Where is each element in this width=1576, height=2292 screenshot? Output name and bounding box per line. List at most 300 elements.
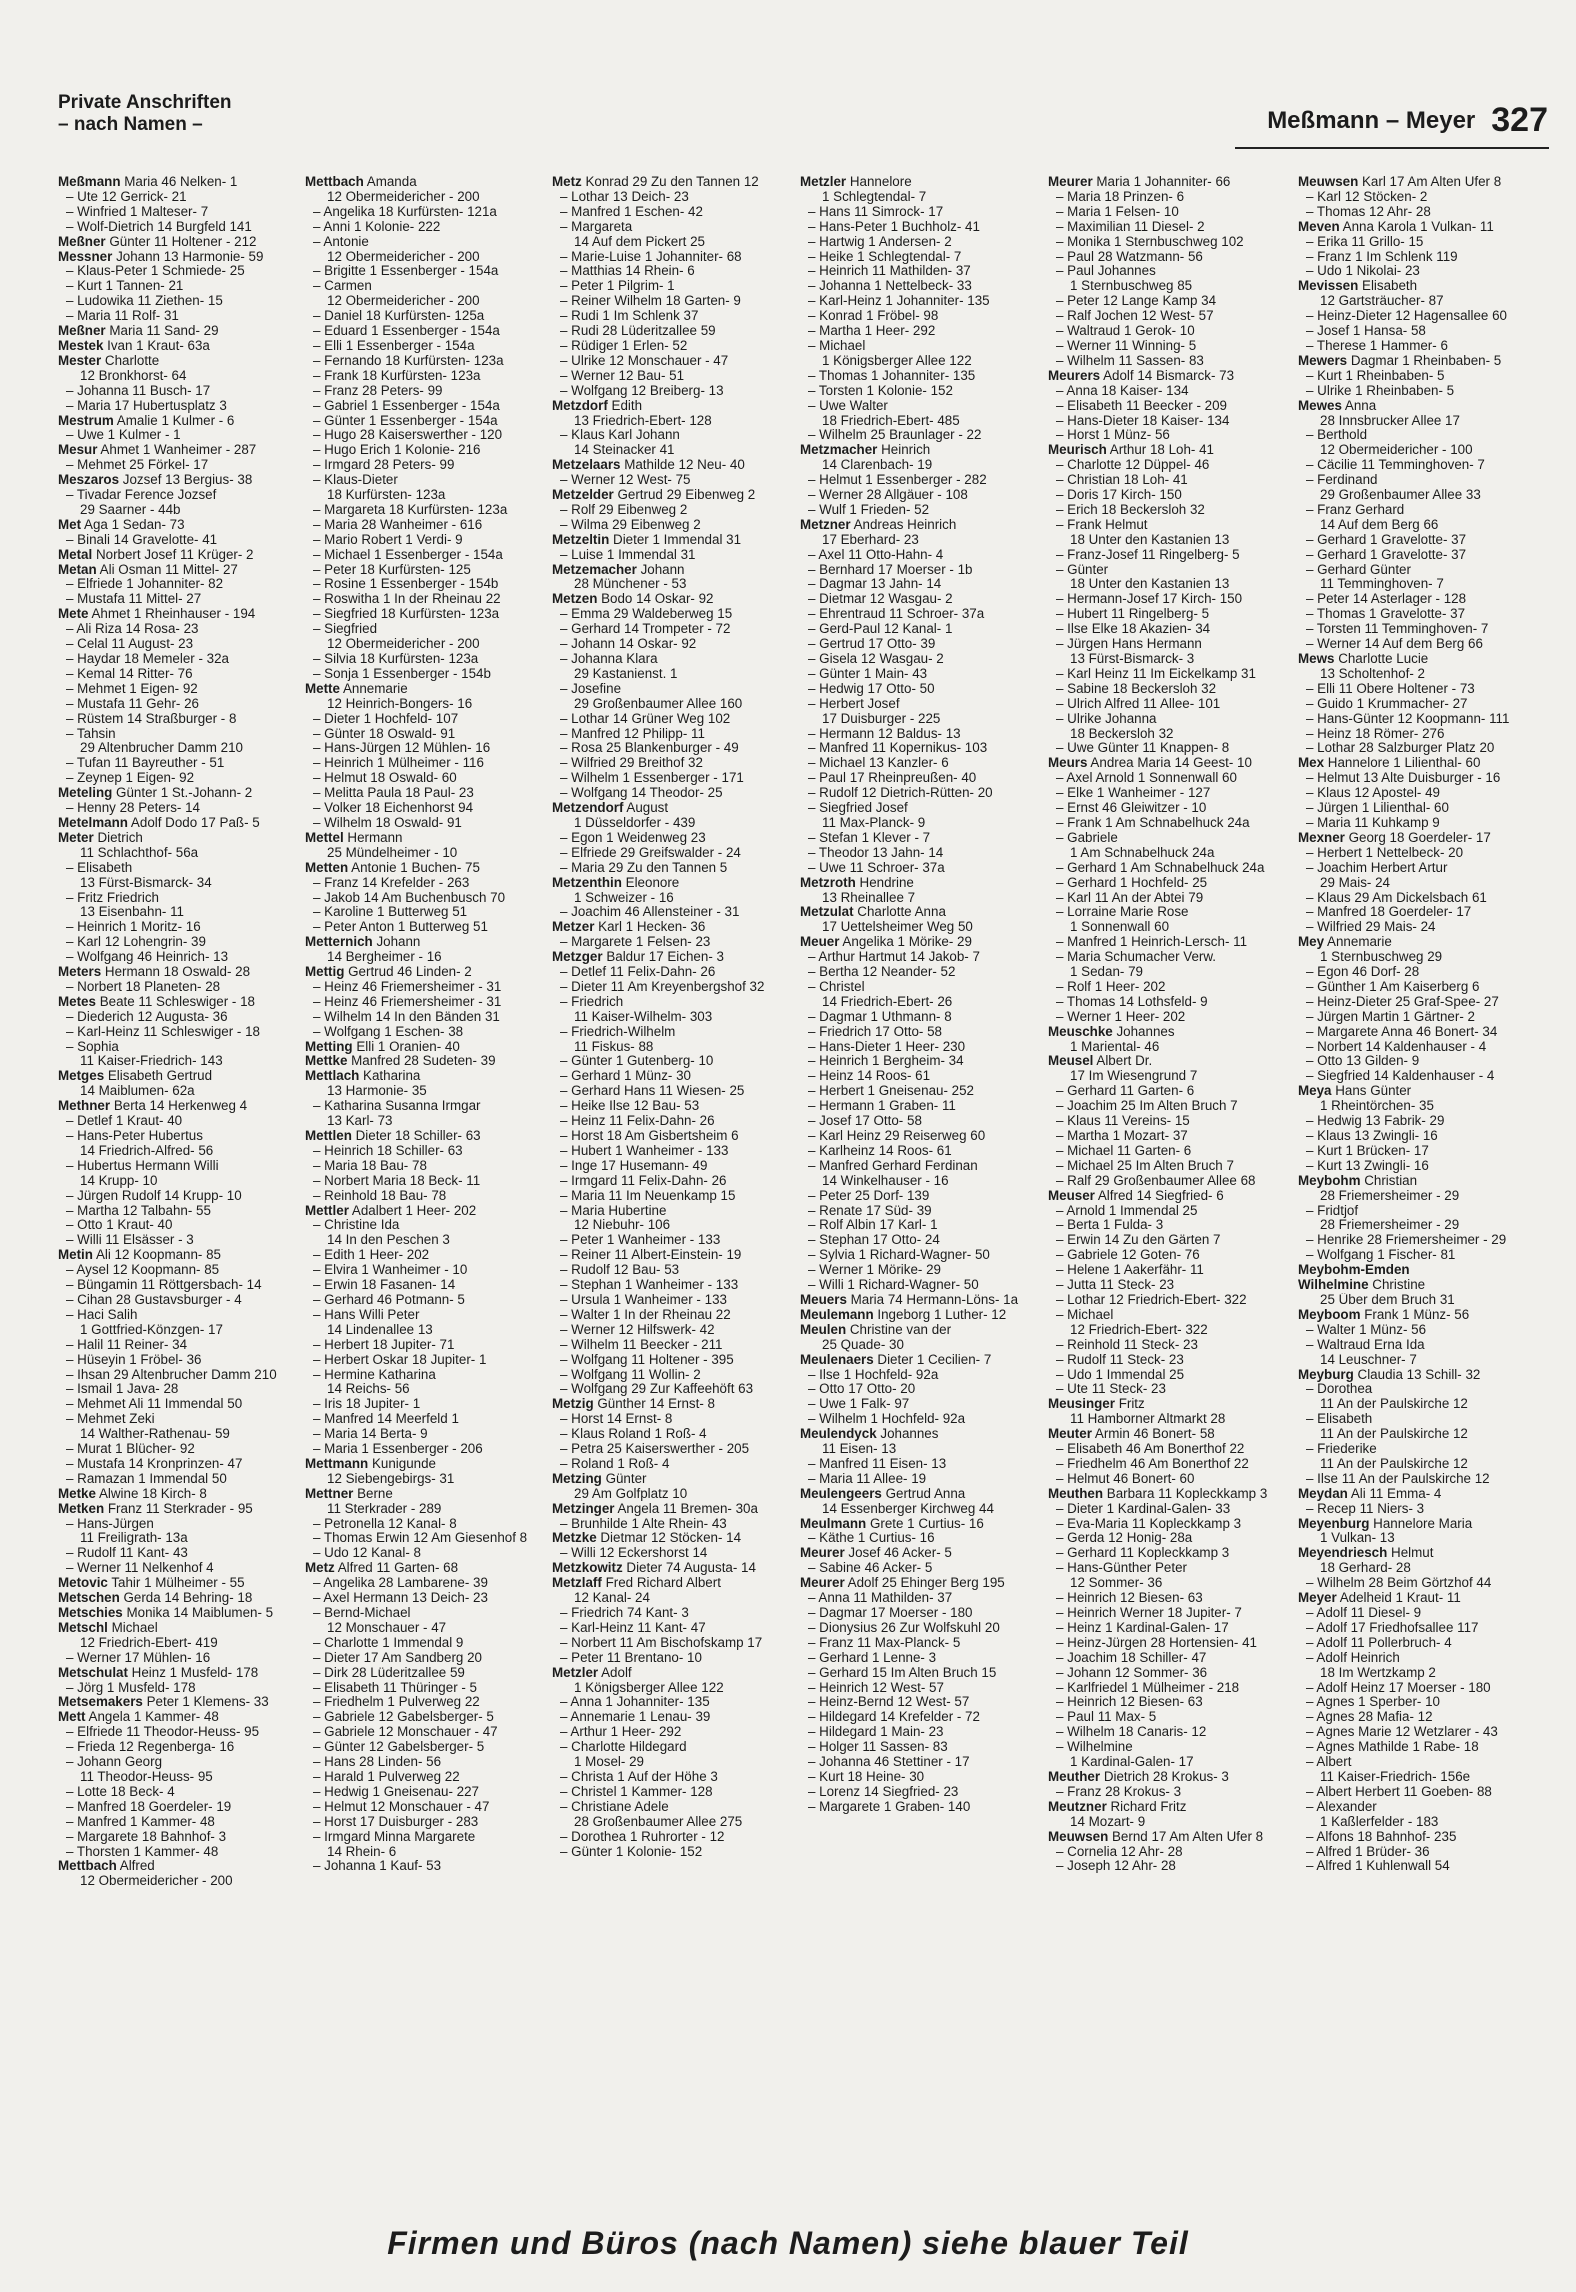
directory-entry-line: – Hubert 1 Wanheimer - 133 <box>560 1143 729 1158</box>
directory-entry-line: Meuwsen Karl 17 Am Alten Ufer 8 <box>1298 175 1502 189</box>
directory-entry-line: – Hildegard 1 Main- 23 <box>808 1725 944 1740</box>
directory-entry-line: – Rudolf 11 Kant- 43 <box>66 1546 188 1561</box>
directory-entry-line: – Cäcilie 11 Temminghoven- 7 <box>1306 458 1485 473</box>
directory-column-5 <box>1048 175 1293 1874</box>
directory-entry-line: – Heinrich 12 West- 57 <box>808 1680 944 1695</box>
directory-entry-line: – Erwin 14 Zu den Gärten 7 <box>1056 1233 1221 1248</box>
directory-entry-line: Meuschke Johannes <box>1048 1024 1175 1039</box>
directory-entry-line: – Günter 12 Gabelsberger- 5 <box>313 1740 485 1755</box>
directory-entry-line: – Melitta Paula 18 Paul- 23 <box>313 786 474 801</box>
directory-entry-line: 13 Scholtenhof- 2 <box>1320 666 1425 681</box>
directory-entry-line: – Petronella 12 Kanal- 8 <box>313 1516 457 1531</box>
directory-entry-line: 11 Fiskus- 88 <box>574 1039 654 1054</box>
directory-entry-line: – Tufan 11 Bayreuther - 51 <box>66 756 225 771</box>
directory-entry-line: – Heinz 46 Friemersheimer - 31 <box>313 994 502 1009</box>
directory-entry-line: – Haci Salih <box>66 1307 138 1322</box>
directory-entry-line: – Ulrich Alfred 11 Allee- 101 <box>1056 696 1221 711</box>
directory-entry-line: 14 Rhein- 6 <box>327 1844 397 1859</box>
directory-entry-line: Meßner Günter 11 Holtener - 212 <box>58 234 257 249</box>
directory-entry-line: 12 Obermeidericher - 100 <box>1320 443 1473 458</box>
directory-entry-line: – Rüdiger 1 Erlen- 52 <box>560 338 688 353</box>
directory-entry-line: 12 Kanal- 24 <box>574 1591 650 1606</box>
directory-entry-line: – Joseph 12 Ahr- 28 <box>1056 1859 1176 1874</box>
directory-entry-line: – Heinz 1 Kardinal-Galen- 17 <box>1056 1620 1229 1635</box>
directory-entry-line: 1 Kardinal-Galen- 17 <box>1070 1755 1194 1770</box>
directory-entry-line: Metzig Günther 14 Ernst- 8 <box>552 1397 715 1412</box>
directory-entry-line: Mesur Ahmet 1 Wanheimer - 287 <box>58 443 257 458</box>
directory-entry-line: 14 Reichs- 56 <box>327 1382 410 1397</box>
directory-entry-line: – Michael <box>1056 1307 1114 1322</box>
directory-entry-line: – Fridtjof <box>1306 1203 1359 1218</box>
directory-entry-line: – Ernst 46 Gleiwitzer - 10 <box>1056 801 1207 816</box>
directory-entry-line: Meutzner Richard Fritz <box>1048 1799 1187 1814</box>
directory-entry-line: 1 Schweizer - 16 <box>574 890 674 905</box>
directory-entry-line: – Rudi 1 Im Schlenk 37 <box>560 309 699 324</box>
directory-entry-line: – Charlotte Hildegard <box>560 1740 687 1755</box>
directory-entry-line: Metzner Andreas Heinrich <box>800 517 957 532</box>
directory-entry-line: – Karl 12 Stöcken- 2 <box>1306 189 1428 204</box>
directory-entry-line: – Joachim Herbert Artur <box>1306 860 1448 875</box>
directory-entry-line: Metzing Günter <box>552 1471 647 1486</box>
directory-entry-line: – Norbert 14 Kaldenhauser - 4 <box>1306 1039 1487 1054</box>
directory-entry-line: – Hans Willi Peter <box>313 1307 420 1322</box>
directory-entry-line: Meszaros Jozsef 13 Bergius- 38 <box>58 473 253 488</box>
directory-entry-line: 1 Sedan- 79 <box>1070 965 1143 980</box>
directory-entry-line: Mete Ahmet 1 Rheinhauser - 194 <box>58 607 256 622</box>
directory-entry-line: Mettig Gertrud 46 Linden- 2 <box>305 965 472 980</box>
directory-entry-line: – Klaus 12 Apostel- 49 <box>1306 786 1440 801</box>
directory-entry-line: 25 Mündelheimer - 10 <box>327 845 458 860</box>
directory-entry-line: Metschl Michael <box>58 1620 158 1635</box>
directory-entry-line: – Michael 1 Essenberger - 154a <box>313 547 503 562</box>
directory-entry-line: – Karoline 1 Butterweg 51 <box>313 905 468 920</box>
directory-entry-line: Mettke Manfred 28 Sudeten- 39 <box>305 1054 496 1069</box>
directory-entry-line: Mette Annemarie <box>305 681 408 696</box>
directory-entry-line: 14 Leuschner- 7 <box>1320 1352 1417 1367</box>
directory-entry-line: – Friedhelm 46 Am Bonerthof 22 <box>1056 1456 1249 1471</box>
directory-entry-line: – Franz 28 Peters- 99 <box>313 383 443 398</box>
directory-entry-line: – Antonie <box>313 234 369 249</box>
directory-entry-line: 28 Münchener - 53 <box>574 577 687 592</box>
directory-entry-line: – Margarete 1 Felsen- 23 <box>560 935 711 950</box>
directory-entry-line: – Ilse 1 Hochfeld- 92a <box>808 1367 939 1382</box>
directory-entry-line: 11 Temminghoven- 7 <box>1320 577 1444 592</box>
directory-entry-line: – Maria Hubertine <box>560 1203 667 1218</box>
directory-entry-line: – Herbert Oskar 18 Jupiter- 1 <box>313 1352 487 1367</box>
directory-entry-line: – Friedrich 74 Kant- 3 <box>560 1606 689 1620</box>
directory-entry-line: – Reiner 11 Albert-Einstein- 19 <box>560 1248 742 1263</box>
directory-entry-line: – Gabriele <box>1056 830 1118 845</box>
directory-entry-line: – Otto 13 Gilden- 9 <box>1306 1054 1420 1069</box>
directory-entry-line: – Maria 11 Rolf- 31 <box>66 309 179 324</box>
directory-entry-line: 28 Innsbrucker Allee 17 <box>1320 413 1460 428</box>
directory-entry-line: – Lothar 12 Friedrich-Ebert- 322 <box>1056 1292 1247 1307</box>
directory-entry-line: Meyenburg Hannelore Maria <box>1298 1516 1473 1531</box>
directory-entry-line: – Walter 1 In der Rheinau 22 <box>560 1307 731 1322</box>
directory-entry-line: – Anna 18 Kaiser- 134 <box>1056 383 1189 398</box>
directory-entry-line: Meulen Christine van der <box>800 1322 952 1337</box>
directory-entry-line: – Uwe 11 Schroer- 37a <box>808 860 945 875</box>
directory-entry-line: – Egon 46 Dorf- 28 <box>1306 965 1420 980</box>
directory-entry-line: – Klaus 11 Vereins- 15 <box>1056 1114 1190 1129</box>
directory-entry-line: – Karlheinz 14 Roos- 61 <box>808 1143 952 1158</box>
directory-entry-line: – Alfred 1 Kuhlenwall 54 <box>1306 1859 1450 1874</box>
directory-entry-line: Meybohm-Emden <box>1298 1263 1410 1278</box>
directory-entry-line: – Christel 1 Kammer- 128 <box>560 1784 713 1799</box>
directory-entry-line: 13 Friedrich-Ebert- 128 <box>574 413 712 428</box>
directory-entry-line: – Jakob 14 Am Buchenbusch 70 <box>313 890 506 905</box>
directory-entry-line: Mews Charlotte Lucie <box>1298 652 1429 666</box>
directory-entry-line: 12 Obermeidericher - 200 <box>327 189 480 204</box>
directory-entry-line: – Agnes Marie 12 Wetzlarer - 43 <box>1306 1725 1498 1740</box>
directory-entry-line: 12 Obermeidericher - 200 <box>327 294 480 309</box>
directory-entry-line: – Gabriele 12 Gabelsberger- 5 <box>313 1710 494 1725</box>
directory-entry-line: – Ferdinand <box>1306 473 1378 488</box>
directory-entry-line: – Uwe 1 Kulmer - 1 <box>66 428 181 443</box>
directory-entry-line: 12 Monschauer - 47 <box>327 1620 447 1635</box>
directory-entry-line: – Helmut 12 Monschauer - 47 <box>313 1799 490 1814</box>
directory-entry-line: – Margarete Anna 46 Bonert- 34 <box>1306 1024 1498 1039</box>
directory-entry-line: Meulmann Grete 1 Curtius- 16 <box>800 1516 984 1531</box>
directory-entry-line: – Henny 28 Peters- 14 <box>66 801 200 816</box>
directory-entry-line: – Joachim 18 Schiller- 47 <box>1056 1650 1207 1665</box>
directory-entry-line: – Diederich 12 Augusta- 36 <box>66 1009 228 1024</box>
directory-entry-line: – Paul 17 Rheinpreußen- 40 <box>808 771 977 786</box>
directory-entry-line: – Wilhelm 1 Hochfeld- 92a <box>808 1412 966 1427</box>
directory-entry-line: – Werner 12 West- 75 <box>560 473 691 488</box>
directory-entry-line: – Maria 1 Essenberger - 206 <box>313 1442 483 1457</box>
directory-entry-line: – Johanna 1 Nettelbeck- 33 <box>808 279 972 294</box>
directory-entry-line: – Helmut 46 Bonert- 60 <box>1056 1471 1195 1486</box>
directory-entry-line: – Klaus 13 Zwingli- 16 <box>1306 1129 1438 1143</box>
directory-entry-line: – Hans-Jürgen 12 Mühlen- 16 <box>313 741 491 756</box>
directory-entry-line: Meßner Maria 11 Sand- 29 <box>58 324 219 339</box>
directory-entry-line: – Gerhard 1 Hochfeld- 25 <box>1056 875 1208 890</box>
directory-entry-line: Methner Berta 14 Herkenweg 4 <box>58 1099 248 1114</box>
directory-entry-line: 1 Sternbuschweg 85 <box>1070 279 1193 294</box>
directory-entry-line: 14 Essenberger Kirchweg 44 <box>822 1501 994 1516</box>
directory-entry-line: – Heinz-Bernd 12 West- 57 <box>808 1695 970 1710</box>
directory-entry-line: 11 Hamborner Altmarkt 28 <box>1070 1412 1226 1427</box>
directory-entry-line: – Jürgen Rudolf 14 Krupp- 10 <box>66 1188 242 1203</box>
directory-entry-line: – Werner 12 Hilfswerk- 42 <box>560 1322 715 1337</box>
directory-entry-line: – Irmgard Minna Margarete <box>313 1829 476 1844</box>
directory-entry-line: – Ludowika 11 Ziethen- 15 <box>66 294 223 309</box>
directory-entry-line: – Wilhelm 25 Braunlager - 22 <box>808 428 982 443</box>
directory-entry-line: – Wolfgang 1 Fischer- 81 <box>1306 1248 1456 1263</box>
directory-entry-line: Metal Norbert Josef 11 Krüger- 2 <box>58 547 254 562</box>
directory-entry-line: – Margarete 1 Graben- 140 <box>808 1799 971 1814</box>
directory-entry-line: – Heinrich 1 Bergheim- 34 <box>808 1054 964 1069</box>
directory-entry-line: Metzelaars Mathilde 12 Neu- 40 <box>552 458 745 473</box>
directory-entry-line: – Helene 1 Aakerfähr- 11 <box>1056 1263 1204 1278</box>
directory-entry-line: – Holger 11 Sassen- 83 <box>808 1740 948 1755</box>
directory-entry-line: – Klaus Roland 1 Roß- 4 <box>560 1427 707 1442</box>
directory-entry-line: – Heinrich 18 Schiller- 63 <box>313 1143 463 1158</box>
directory-entry-line: – Adolf 17 Friedhofsallee 117 <box>1306 1620 1479 1635</box>
directory-entry-line: – Siegfried 14 Kaldenhauser - 4 <box>1306 1069 1495 1084</box>
directory-entry-line: – Hans-Günther Peter <box>1056 1561 1187 1576</box>
directory-entry-line: – Norbert Maria 18 Beck- 11 <box>313 1173 481 1188</box>
directory-entry-line: – Celal 11 August- 23 <box>66 637 194 652</box>
directory-entry-line: – Torsten 1 Kolonie- 152 <box>808 383 953 398</box>
directory-entry-line: – Gerhard 11 Garten- 6 <box>1056 1084 1195 1099</box>
directory-entry-line: – Karl Heinz 11 Im Eickelkamp 31 <box>1056 666 1256 681</box>
directory-entry-line: – Mario Robert 1 Verdi- 9 <box>313 532 463 547</box>
directory-entry-line: – Elisabeth <box>66 860 133 875</box>
directory-entry-line: 11 Freiligrath- 13a <box>80 1531 188 1546</box>
directory-entry-line: – Martha 12 Talbahn- 55 <box>66 1203 211 1218</box>
directory-entry-line: – Mehmet 25 Förkel- 17 <box>66 458 209 473</box>
directory-entry-line: – Manfred 14 Meerfeld 1 <box>313 1412 459 1427</box>
directory-entry-line: – Elfriede 29 Greifswalder - 24 <box>560 845 741 860</box>
directory-entry-line: Meusinger Fritz <box>1048 1397 1145 1412</box>
directory-entry-line: – Irmgard 28 Peters- 99 <box>313 458 455 473</box>
directory-entry-line: 1 Vulkan- 13 <box>1320 1531 1395 1546</box>
directory-entry-line: – Ursula 1 Wanheimer - 133 <box>560 1292 727 1307</box>
directory-entry-line: – Horst 1 Münz- 56 <box>1056 428 1170 443</box>
directory-entry-line: 17 Duisburger - 225 <box>822 711 941 726</box>
directory-entry-line: Metschulat Heinz 1 Musfeld- 178 <box>58 1665 259 1680</box>
section-title-line1: Private Anschriften <box>58 92 232 113</box>
directory-entry-line: Metzmacher Heinrich <box>800 443 931 458</box>
directory-column-2 <box>305 175 550 1874</box>
directory-entry-line: Meurers Adolf 14 Bismarck- 73 <box>1048 368 1235 383</box>
directory-entry-line: Meulemann Ingeborg 1 Luther- 12 <box>800 1307 1007 1322</box>
directory-entry-line: – Rolf 1 Heer- 202 <box>1056 979 1166 994</box>
directory-entry-line: Mexner Georg 18 Goerdeler- 17 <box>1298 830 1491 845</box>
directory-entry-line: – Elisabeth 11 Thüringer - 5 <box>313 1680 478 1695</box>
directory-entry-line: Meven Anna Karola 1 Vulkan- 11 <box>1298 219 1494 234</box>
directory-entry-line: – Friedhelm 1 Pulverweg 22 <box>313 1695 480 1710</box>
directory-entry-line: 17 Uettelsheimer Weg 50 <box>822 920 973 935</box>
directory-entry-line: – Kurt 1 Brücken- 17 <box>1306 1143 1429 1158</box>
directory-entry-line: – Jürgen 1 Lilienthal- 60 <box>1306 801 1449 816</box>
directory-entry-line: Metzroth Hendrine <box>800 875 914 890</box>
directory-entry-line: 11 An der Paulskirche 12 <box>1320 1456 1468 1471</box>
directory-entry-line: – Udo 1 Nikolai- 23 <box>1306 264 1420 279</box>
directory-entry-line: – Iris 18 Jupiter- 1 <box>313 1397 421 1412</box>
directory-entry-line: 14 Krupp- 10 <box>80 1173 158 1188</box>
directory-entry-line: – Rosine 1 Essenberger - 154b <box>313 577 499 592</box>
directory-entry-line: – Gerhard 1 Gravelotte- 37 <box>1306 532 1467 547</box>
directory-entry-line: – Heinrich 12 Biesen- 63 <box>1056 1591 1203 1606</box>
directory-entry-line: Metzemacher Johann <box>552 562 685 577</box>
directory-entry-line: – Friedrich-Wilhelm <box>560 1024 676 1039</box>
directory-column-6 <box>1298 175 1543 1874</box>
directory-entry-line: – Hubert 11 Ringelberg- 5 <box>1056 607 1210 622</box>
directory-entry-line: – Wolfgang 14 Theodor- 25 <box>560 786 723 801</box>
directory-entry-line: – Uwe 1 Falk- 97 <box>808 1397 910 1412</box>
directory-entry-line: 25 Über dem Bruch 31 <box>1320 1292 1455 1307</box>
directory-entry-line: – Gerhard 14 Trompeter - 72 <box>560 622 731 637</box>
directory-entry-line: – Heinz-Dieter 12 Hagensallee 60 <box>1306 309 1507 324</box>
directory-entry-line: – Johanna 46 Stettiner - 17 <box>808 1755 970 1770</box>
directory-entry-line: – Werner 12 Bau- 51 <box>560 368 685 383</box>
directory-entry-line: – Ulrike 1 Rheinbaben- 5 <box>1306 383 1455 398</box>
directory-entry-line: 11 Sterkrader - 289 <box>327 1501 442 1516</box>
directory-entry-line: – Manfred 1 Heinrich-Lersch- 11 <box>1056 935 1248 950</box>
directory-entry-line: – Kurt 18 Heine- 30 <box>808 1769 925 1784</box>
directory-entry-line: 1 Düsseldorfer - 439 <box>574 815 696 830</box>
directory-entry-line: – Johann Georg <box>66 1755 163 1770</box>
directory-entry-line: – Rudolf 12 Bau- 53 <box>560 1263 680 1278</box>
directory-entry-line: Meulendyck Johannes <box>800 1427 939 1442</box>
directory-entry-line: – Josef 17 Otto- 58 <box>808 1114 922 1129</box>
directory-entry-line: – Alfred 1 Brüder- 36 <box>1306 1844 1430 1859</box>
directory-entry-line: Metten Antonie 1 Buchen- 75 <box>305 860 480 875</box>
directory-entry-line: – Bernhard 17 Moerser - 1b <box>808 562 973 577</box>
directory-entry-line: Meter Dietrich <box>58 830 143 845</box>
directory-entry-line: 29 Großenbaumer Allee 33 <box>1320 488 1481 503</box>
directory-entry-line: – Joachim 25 Im Alten Bruch 7 <box>1056 1099 1238 1114</box>
directory-entry-line: – Mustafa 11 Mittel- 27 <box>66 592 202 607</box>
directory-entry-line: Mettel Hermann <box>305 830 403 845</box>
directory-entry-line: – Thomas Erwin 12 Am Giesenhof 8 <box>313 1531 528 1546</box>
directory-entry-line: 14 Steinacker 41 <box>574 443 675 458</box>
directory-entry-line: – Daniel 18 Kurfürsten- 125a <box>313 309 485 324</box>
name-range: Meßmann – Meyer <box>1267 107 1476 134</box>
directory-entry-line: – Franz 14 Krefelder - 263 <box>313 875 470 890</box>
directory-entry-line: Meybohm Christian <box>1298 1173 1418 1188</box>
directory-entry-line: Metzler Adolf <box>552 1665 632 1680</box>
directory-entry-line: – Rudolf 11 Steck- 23 <box>1056 1352 1184 1367</box>
directory-entry-line: Meusel Albert Dr. <box>1048 1054 1153 1069</box>
directory-entry-line: – Klaus 29 Am Dickelsbach 61 <box>1306 890 1487 905</box>
directory-entry-line: – Werner 28 Allgäuer - 108 <box>808 488 968 503</box>
directory-entry-line: – Ali Riza 14 Rosa- 23 <box>66 622 199 637</box>
directory-entry-line: 28 Großenbaumer Allee 275 <box>574 1814 743 1829</box>
directory-entry-line: – Winfried 1 Malteser- 7 <box>66 204 209 219</box>
directory-entry-line: – Hermine Katharina <box>313 1367 436 1382</box>
directory-entry-line: Mestek Ivan 1 Kraut- 63a <box>58 338 210 353</box>
directory-entry-line: – Dagmar 13 Jahn- 14 <box>808 577 942 592</box>
directory-entry-line: 29 Großenbaumer Allee 160 <box>574 696 743 711</box>
directory-entry-line: Mettmann Kunigunde <box>305 1456 436 1471</box>
directory-entry-line: – Dagmar 17 Moerser - 180 <box>808 1606 973 1620</box>
directory-entry-line: – Elfriede 11 Theodor-Heuss- 95 <box>66 1725 260 1740</box>
directory-entry-line: – Ralf 29 Großenbaumer Allee 68 <box>1056 1173 1256 1188</box>
directory-entry-line: 14 In den Peschen 3 <box>327 1233 450 1248</box>
directory-entry-line: – Rosa 25 Blankenburger - 49 <box>560 741 739 756</box>
directory-entry-line: – Werner 11 Winning- 5 <box>1056 338 1197 353</box>
directory-entry-line: – Albert Herbert 11 Goeben- 88 <box>1306 1784 1492 1799</box>
directory-entry-line: – Bertha 12 Neander- 52 <box>808 965 956 980</box>
directory-entry-line: – Angelika 28 Lambarene- 39 <box>313 1576 488 1591</box>
directory-entry-line: – Anni 1 Kolonie- 222 <box>313 219 441 234</box>
directory-entry-line: 11 An der Paulskirche 12 <box>1320 1397 1468 1412</box>
directory-entry-line: – Rüstem 14 Straßburger - 8 <box>66 711 237 726</box>
directory-entry-line: – Helmut 1 Essenberger - 282 <box>808 473 987 488</box>
directory-entry-line: – Cihan 28 Gustavsburger - 4 <box>66 1292 242 1307</box>
directory-entry-line: 12 Gartsträucher- 87 <box>1320 294 1444 309</box>
directory-entry-line: – Manfred 11 Eisen- 13 <box>808 1456 947 1471</box>
directory-entry-line: – Heinrich 12 Biesen- 63 <box>1056 1695 1203 1710</box>
directory-entry-line: – Silvia 18 Kurfürsten- 123a <box>313 652 479 666</box>
directory-entry-line: – Brigitte 1 Essenberger - 154a <box>313 264 499 279</box>
directory-entry-line: – Günter 1 Main- 43 <box>808 666 928 681</box>
directory-entry-line: – Paul Johannes <box>1056 264 1156 279</box>
directory-entry-line: – Mehmet Ali 11 Immendal 50 <box>66 1397 243 1412</box>
directory-entry-line: – Wilhelm 11 Sassen- 83 <box>1056 353 1204 368</box>
directory-entry-line: – Rudolf 12 Dietrich-Rütten- 20 <box>808 786 993 801</box>
directory-entry-line: – Hüseyin 1 Fröbel- 36 <box>66 1352 202 1367</box>
directory-entry-line: – Willi 1 Richard-Wagner- 50 <box>808 1278 979 1293</box>
directory-entry-line: – Gisela 12 Wasgau- 2 <box>808 652 944 666</box>
directory-entry-line: – Michael 25 Im Alten Bruch 7 <box>1056 1158 1234 1173</box>
directory-entry-line: – Hartwig 1 Andersen- 2 <box>808 234 952 249</box>
directory-entry-line: 1 Königsberger Allee 122 <box>574 1680 724 1695</box>
directory-entry-line: – Günter <box>1056 562 1109 577</box>
directory-entry-line: – Gabriele 12 Goten- 76 <box>1056 1248 1200 1263</box>
directory-entry-line: – Egon 1 Weidenweg 23 <box>560 830 706 845</box>
directory-entry-line: – Frank 18 Kurfürsten- 123a <box>313 368 481 383</box>
directory-entry-line: Metzen Bodo 14 Oskar- 92 <box>552 592 714 607</box>
directory-entry-line: – Josefine <box>560 681 622 696</box>
directory-entry-line: Metsemakers Peter 1 Klemens- 33 <box>58 1695 269 1710</box>
directory-entry-line: – Peter 25 Dorf- 139 <box>808 1188 930 1203</box>
directory-entry-line: 14 Bergheimer - 16 <box>327 950 442 965</box>
directory-entry-line: Metting Elli 1 Oranien- 40 <box>305 1039 460 1054</box>
directory-entry-line: Metelmann Adolf Dodo 17 Paß- 5 <box>58 815 260 830</box>
directory-entry-line: – Heinz 14 Roos- 61 <box>808 1069 931 1084</box>
directory-entry-line: – Ramazan 1 Immendal 50 <box>66 1471 227 1486</box>
directory-entry-line: – Annemarie 1 Lenau- 39 <box>560 1710 711 1725</box>
directory-entry-line: – Christa 1 Auf der Höhe 3 <box>560 1769 718 1784</box>
directory-entry-line: – Margareta <box>560 219 633 234</box>
directory-entry-line: – Udo 1 Immendal 25 <box>1056 1367 1185 1382</box>
directory-column-4 <box>800 175 1045 1815</box>
directory-entry-line: – Peter 14 Asterlager - 128 <box>1306 592 1467 607</box>
directory-entry-line: – Maria 11 Im Neuenkamp 15 <box>560 1188 736 1203</box>
directory-entry-line: – Wilhelm 14 In den Bänden 31 <box>313 1009 500 1024</box>
directory-entry-line: – Maria 14 Berta- 9 <box>313 1427 428 1442</box>
directory-entry-line: 18 Unter den Kastanien 13 <box>1070 577 1230 592</box>
directory-entry-line: – Stephan 17 Otto- 24 <box>808 1233 940 1248</box>
directory-entry-line: – Dorothea <box>1306 1382 1373 1397</box>
directory-entry-line: – Hans-Dieter 18 Kaiser- 134 <box>1056 413 1230 428</box>
directory-entry-line: 18 Gerhard- 28 <box>1320 1561 1411 1576</box>
directory-entry-line: 14 Mozart- 9 <box>1070 1814 1146 1829</box>
directory-entry-line: – Berta 1 Fulda- 3 <box>1056 1218 1164 1233</box>
directory-entry-line: 14 Walther-Rathenau- 59 <box>80 1427 230 1442</box>
directory-entry-line: – Gerd-Paul 12 Kanal- 1 <box>808 622 953 637</box>
directory-entry-line: Metschies Monika 14 Maiblumen- 5 <box>58 1606 274 1620</box>
directory-entry-line: – Murat 1 Blücher- 92 <box>66 1442 195 1457</box>
directory-entry-line: – Henrike 28 Friemersheimer - 29 <box>1306 1233 1507 1248</box>
directory-entry-line: – Thomas 14 Lothsfeld- 9 <box>1056 994 1208 1009</box>
directory-entry-line: – Fritz Friedrich <box>66 890 160 905</box>
directory-entry-line: – Axel Arnold 1 Sonnenwall 60 <box>1056 771 1237 786</box>
directory-entry-line: – Horst 18 Am Gisbertsheim 6 <box>560 1129 739 1143</box>
directory-entry-line: – Elisabeth 11 Beecker - 209 <box>1056 398 1227 413</box>
directory-entry-line: – Monika 1 Sternbuschweg 102 <box>1056 234 1244 249</box>
directory-entry-line: Metzke Dietmar 12 Stöcken- 14 <box>552 1531 742 1546</box>
directory-entry-line: Metzulat Charlotte Anna <box>800 905 946 920</box>
directory-entry-line: – Lorraine Marie Rose <box>1056 905 1189 920</box>
directory-entry-line: – Aysel 12 Koopmann- 85 <box>66 1263 220 1278</box>
directory-entry-line: Mett Angela 1 Kammer- 48 <box>58 1710 219 1725</box>
directory-entry-line: – Hedwig 13 Fabrik- 29 <box>1306 1114 1445 1129</box>
directory-entry-line: 17 Im Wiesengrund 7 <box>1070 1069 1198 1084</box>
directory-entry-line: Meßmann Maria 46 Nelken- 1 <box>58 175 238 189</box>
directory-entry-line: – Karl-Heinz 11 Schleswiger - 18 <box>66 1024 261 1039</box>
directory-entry-line: 11 An der Paulskirche 12 <box>1320 1427 1468 1442</box>
directory-entry-line: – Gertrud 17 Otto- 39 <box>808 637 936 652</box>
directory-entry-line: – Heinz 11 Felix-Dahn- 26 <box>560 1114 715 1129</box>
directory-entry-line: – Sophia <box>66 1039 119 1054</box>
directory-entry-line: – Maria 28 Wanheimer - 616 <box>313 517 483 532</box>
